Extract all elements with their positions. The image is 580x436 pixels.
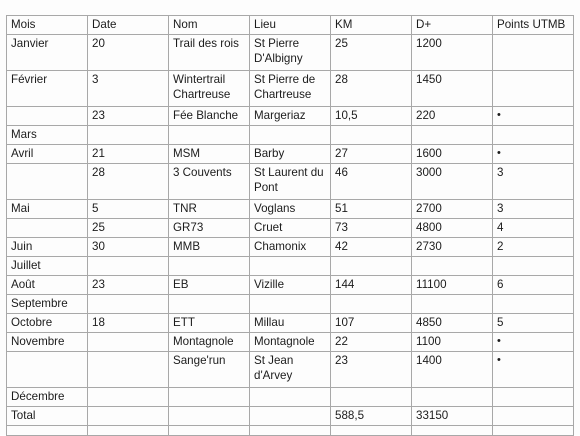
- cell-nom: [169, 407, 250, 426]
- cell-lieu: Chamonix: [250, 238, 331, 257]
- cell-nom: EB: [169, 276, 250, 295]
- cell-km: 51: [331, 200, 412, 219]
- cell-mois: [7, 107, 88, 126]
- cell-km: [331, 126, 412, 145]
- cell-lieu-line: Pont: [254, 181, 278, 194]
- cell-date: 23: [88, 107, 169, 126]
- cell-mois: [7, 164, 88, 200]
- table-header-row: [7, 16, 574, 35]
- table-row: [7, 295, 574, 314]
- cell-dplus: 4800: [412, 219, 493, 238]
- cell-lieu: [250, 164, 331, 200]
- cell-dplus: 1450: [412, 71, 493, 107]
- cell-nom: Fée Blanche: [169, 107, 250, 126]
- cell-nom: 3 Couvents: [169, 164, 250, 200]
- cell-nom: Sange'run: [169, 352, 250, 388]
- table-row: [7, 426, 574, 436]
- cell-dplus: 3000: [412, 164, 493, 200]
- cell-points: [493, 407, 574, 426]
- table-row: [7, 388, 574, 407]
- cell-empty: [493, 426, 574, 436]
- table-row: [7, 333, 574, 352]
- cell-nom: MMB: [169, 238, 250, 257]
- cell-nom-line: Wintertrail: [173, 73, 226, 86]
- header-points-utmb: Points UTMB: [493, 16, 574, 35]
- cell-mois: Mai: [7, 200, 88, 219]
- cell-km: 46: [331, 164, 412, 200]
- table-row: [7, 35, 574, 71]
- cell-points: 3: [493, 200, 574, 219]
- header-km: KM: [331, 16, 412, 35]
- cell-dplus: [412, 388, 493, 407]
- cell-points: [493, 257, 574, 276]
- cell-date: 28: [88, 164, 169, 200]
- cell-empty: [250, 426, 331, 436]
- cell-lieu-line: d'Arvey: [254, 369, 293, 382]
- cell-empty: [412, 426, 493, 436]
- cell-mois: [7, 352, 88, 388]
- cell-lieu: [250, 126, 331, 145]
- cell-mois: [7, 219, 88, 238]
- cell-km: 22: [331, 333, 412, 352]
- cell-mois: Mars: [7, 126, 88, 145]
- cell-points: 4: [493, 219, 574, 238]
- table-row: [7, 314, 574, 333]
- cell-lieu: [250, 352, 331, 388]
- cell-lieu-line: St Jean: [254, 354, 294, 367]
- cell-date: 21: [88, 145, 169, 164]
- cell-nom: [169, 388, 250, 407]
- cell-mois: Total: [7, 407, 88, 426]
- cell-date: [88, 257, 169, 276]
- table-row: [7, 352, 574, 388]
- cell-dplus: 4850: [412, 314, 493, 333]
- cell-lieu-line: D'Albigny: [254, 52, 303, 65]
- cell-dplus: 1100: [412, 333, 493, 352]
- cell-nom: [169, 257, 250, 276]
- cell-dplus: [412, 257, 493, 276]
- cell-km: 42: [331, 238, 412, 257]
- table-row: [7, 164, 574, 200]
- cell-mois: Septembre: [7, 295, 88, 314]
- cell-date: 30: [88, 238, 169, 257]
- cell-lieu-line: St Pierre: [254, 37, 300, 50]
- header-mois: Mois: [7, 16, 88, 35]
- cell-nom: [169, 126, 250, 145]
- cell-nom: Trail des rois: [169, 35, 250, 71]
- cell-mois: Août: [7, 276, 88, 295]
- table-row: [7, 219, 574, 238]
- cell-nom-line: Chartreuse: [173, 88, 231, 101]
- cell-nom: TNR: [169, 200, 250, 219]
- cell-lieu: Barby: [250, 145, 331, 164]
- header-lieu: Lieu: [250, 16, 331, 35]
- cell-date: 23: [88, 276, 169, 295]
- cell-km: 107: [331, 314, 412, 333]
- cell-km: 23: [331, 352, 412, 388]
- cell-dplus: [412, 295, 493, 314]
- cell-lieu: [250, 35, 331, 71]
- cell-mois: Décembre: [7, 388, 88, 407]
- cell-mois: Juillet: [7, 257, 88, 276]
- cell-points: [493, 388, 574, 407]
- cell-km: 10,5: [331, 107, 412, 126]
- cell-points: [493, 126, 574, 145]
- cell-lieu: Vizille: [250, 276, 331, 295]
- table-row: [7, 276, 574, 295]
- cell-points: •: [493, 107, 574, 126]
- cell-lieu-line: St Laurent du: [254, 166, 324, 179]
- cell-lieu: Millau: [250, 314, 331, 333]
- cell-lieu: [250, 257, 331, 276]
- cell-date: 25: [88, 219, 169, 238]
- cell-empty: [169, 426, 250, 436]
- cell-date: 5: [88, 200, 169, 219]
- cell-km: [331, 295, 412, 314]
- cell-empty: [331, 426, 412, 436]
- cell-lieu: [250, 71, 331, 107]
- cell-dplus-total: 33150: [412, 407, 493, 426]
- cell-lieu-line: St Pierre de: [254, 73, 316, 86]
- table-row: [7, 257, 574, 276]
- cell-points: 2: [493, 238, 574, 257]
- cell-points: [493, 71, 574, 107]
- cell-km: 28: [331, 71, 412, 107]
- cell-date: 20: [88, 35, 169, 71]
- cell-km: 73: [331, 219, 412, 238]
- cell-nom: GR73: [169, 219, 250, 238]
- header-nom: Nom: [169, 16, 250, 35]
- cell-lieu: Montagnole: [250, 333, 331, 352]
- cell-mois: Avril: [7, 145, 88, 164]
- cell-mois: Janvier: [7, 35, 88, 71]
- cell-dplus: 1600: [412, 145, 493, 164]
- cell-dplus: 1200: [412, 35, 493, 71]
- cell-lieu: [250, 388, 331, 407]
- cell-mois: Octobre: [7, 314, 88, 333]
- table-row: [7, 126, 574, 145]
- cell-lieu: [250, 407, 331, 426]
- header-dplus: D+: [412, 16, 493, 35]
- cell-date: [88, 388, 169, 407]
- cell-km-total: 588,5: [331, 407, 412, 426]
- cell-nom: MSM: [169, 145, 250, 164]
- cell-mois: Novembre: [7, 333, 88, 352]
- cell-points: [493, 35, 574, 71]
- cell-km: 25: [331, 35, 412, 71]
- cell-lieu: Voglans: [250, 200, 331, 219]
- cell-nom: [169, 295, 250, 314]
- cell-lieu: [250, 295, 331, 314]
- cell-date: [88, 407, 169, 426]
- cell-lieu: Margeriaz: [250, 107, 331, 126]
- cell-dplus: 11100: [412, 276, 493, 295]
- table-total-row: [7, 407, 574, 426]
- cell-points: [493, 295, 574, 314]
- table-row: [7, 145, 574, 164]
- cell-nom: ETT: [169, 314, 250, 333]
- cell-mois: Février: [7, 71, 88, 107]
- cell-empty: [88, 426, 169, 436]
- table-row: [7, 238, 574, 257]
- cell-km: 144: [331, 276, 412, 295]
- cell-date: [88, 126, 169, 145]
- cell-km: [331, 388, 412, 407]
- cell-lieu-line: Chartreuse: [254, 88, 312, 101]
- cell-date: 18: [88, 314, 169, 333]
- cell-lieu: Cruet: [250, 219, 331, 238]
- table-row: [7, 200, 574, 219]
- cell-points: 5: [493, 314, 574, 333]
- cell-mois: Juin: [7, 238, 88, 257]
- race-calendar-table: [6, 15, 574, 436]
- cell-date: [88, 333, 169, 352]
- cell-dplus: 1400: [412, 352, 493, 388]
- table-row: [7, 107, 574, 126]
- table-row: [7, 71, 574, 107]
- cell-empty: [7, 426, 88, 436]
- cell-points: •: [493, 145, 574, 164]
- cell-date: [88, 295, 169, 314]
- cell-points: •: [493, 333, 574, 352]
- cell-points: 3: [493, 164, 574, 200]
- cell-km: [331, 257, 412, 276]
- cell-nom: [169, 71, 250, 107]
- cell-dplus: [412, 126, 493, 145]
- cell-points: •: [493, 352, 574, 388]
- cell-nom: Montagnole: [169, 333, 250, 352]
- cell-dplus: 2700: [412, 200, 493, 219]
- cell-date: 3: [88, 71, 169, 107]
- cell-date: [88, 352, 169, 388]
- cell-dplus: 2730: [412, 238, 493, 257]
- cell-km: 27: [331, 145, 412, 164]
- cell-points: 6: [493, 276, 574, 295]
- header-date: Date: [88, 16, 169, 35]
- cell-dplus: 220: [412, 107, 493, 126]
